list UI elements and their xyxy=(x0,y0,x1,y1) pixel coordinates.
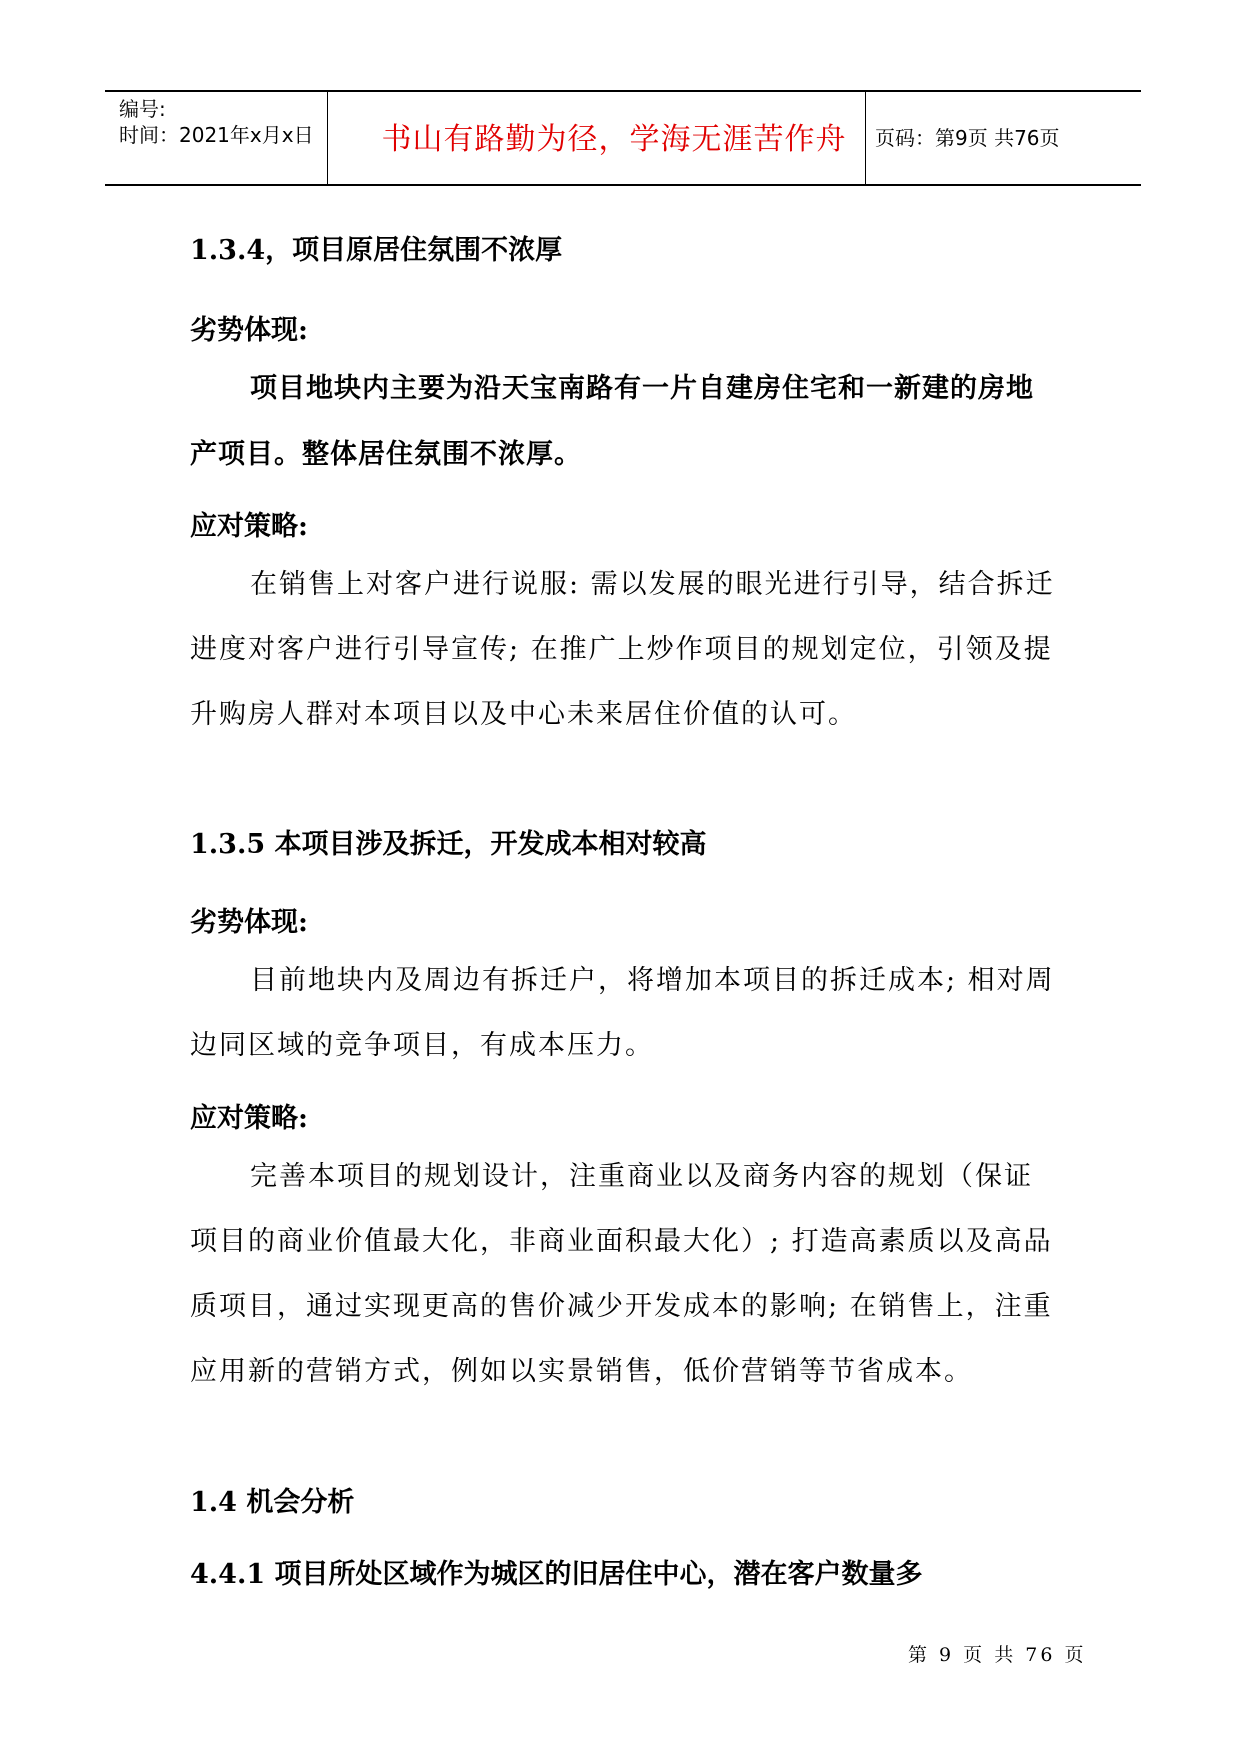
section-1-3-5-strategy-label: 应对策略: xyxy=(190,1103,308,1134)
header-motto: 书山有路勤为径，学海无涯苦作舟 xyxy=(381,122,847,157)
header-divider-right xyxy=(865,92,866,184)
section-4-4-1-title: 4.4.1 项目所处区域作为城区的旧居住中心，潜在客户数量多 xyxy=(190,1559,923,1590)
section-1-3-4-weakness-text: 项目地块内主要为沿天宝南路有一片自建房住宅和一新建的房地产项目。整体居住氛围不浓厚。 xyxy=(190,373,1034,470)
header-divider-left xyxy=(327,92,328,184)
section-1-3-4-strategy-label: 应对策略: xyxy=(190,511,308,542)
page-footer: 第 9 页 共 76 页 xyxy=(908,1644,1087,1666)
section-1-3-5-weakness-label: 劣势体现: xyxy=(190,907,308,938)
section-1-3-5-weakness-text: 目前地块内及周边有拆迁户，将增加本项目的拆迁成本; 相对周边同区域的竞争项目，有成本压力。 xyxy=(190,965,1055,1061)
header-page-info: 页码：第9页 共76页 xyxy=(875,126,1060,150)
section-1-3-4-weakness-label: 劣势体现: xyxy=(190,315,308,346)
header-number-label: 编号: xyxy=(119,97,166,121)
section-1-4-title: 1.4 机会分析 xyxy=(190,1487,355,1518)
section-1-3-4-title: 1.3.4，项目原居住氛围不浓厚 xyxy=(190,235,563,266)
header-meta xyxy=(119,96,314,148)
section-1-3-5-strategy-text: 完善本项目的规划设计，注重商业以及商务内容的规划（保证项目的商业价值最大化，非商业面积最大化）; 打造高素质以及高品质项目，通过实现更高的售价减少开发成本的影响; 在销售上，注重应用新的营销方式，例如以实景销售，低价营销等节省成本。 xyxy=(190,1161,1053,1387)
section-1-3-5-title: 1.3.5 本项目涉及拆迁，开发成本相对较高 xyxy=(190,829,707,860)
section-1-3-4-strategy-text: 在销售上对客户进行说服: 需以发展的眼光进行引导，结合拆迁进度对客户进行引导宣传; 在推广上炒作项目的规划定位，引领及提升购房人群对本项目以及中心未来居住价值的认可。 xyxy=(190,569,1055,730)
header-time-label: 时间：2021年x月x日 xyxy=(119,123,314,147)
page-header xyxy=(105,90,1141,186)
